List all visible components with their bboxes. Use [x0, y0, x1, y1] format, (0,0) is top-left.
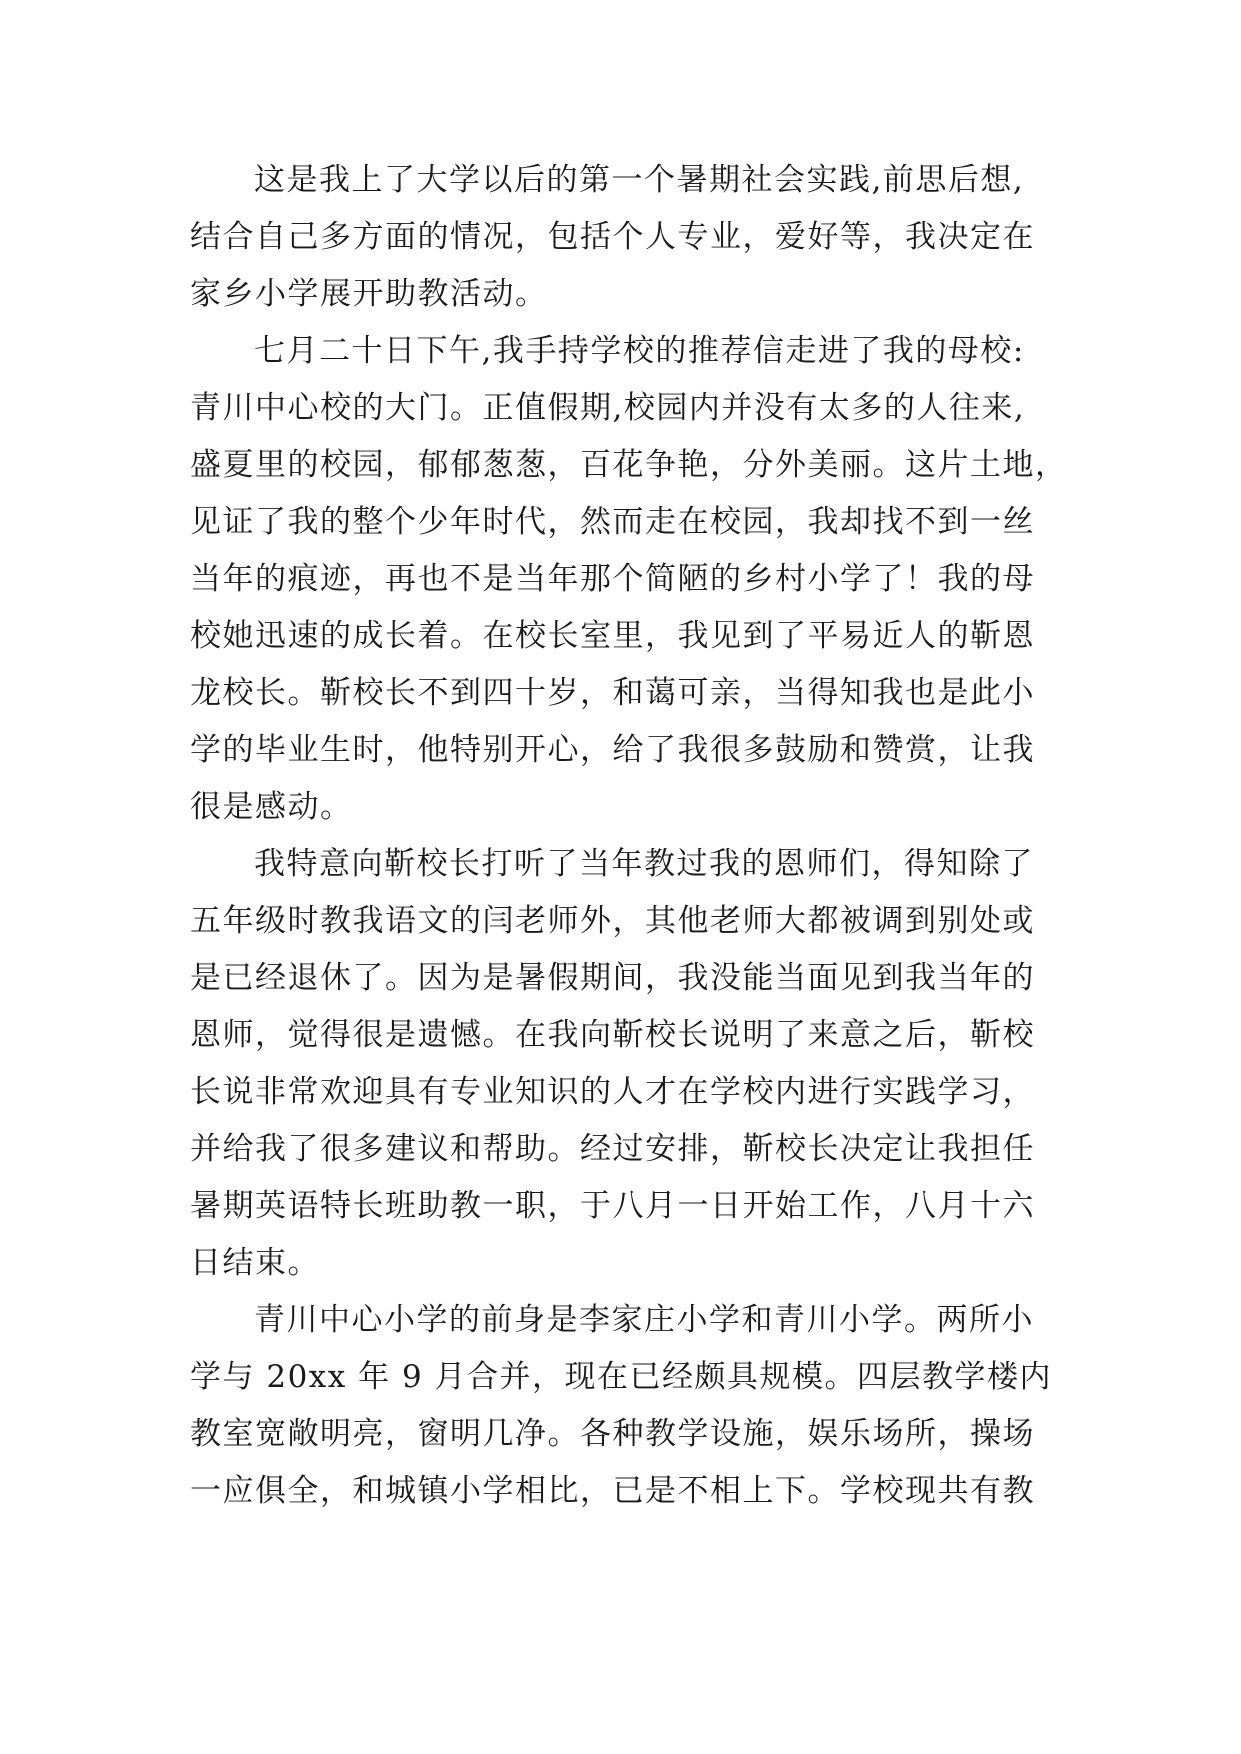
paragraph-1	[190, 152, 1050, 323]
text-line: 长说非常欢迎具有专业知识的人才在学校内进行实践学习，	[190, 1074, 1035, 1110]
text-line: 青川中心小学的前身是李家庄小学和青川小学。两所小	[254, 1302, 1034, 1338]
document-body	[190, 152, 1068, 1520]
text-line: 并给我了很多建议和帮助。经过安排，靳校长决定让我担任	[190, 1131, 1035, 1167]
text-line: 日结束。	[190, 1245, 320, 1281]
text-line: 见证了我的整个少年时代，然而走在校园，我却找不到一丝	[190, 504, 1035, 540]
text-line: 很是感动。	[190, 789, 353, 825]
text-line: 结合自己多方面的情况，包括个人专业，爱好等，我决定在	[190, 219, 1035, 255]
text-line: 盛夏里的校园，郁郁葱葱，百花争艳，分外美丽。这片土地，	[190, 447, 1068, 483]
text-line: 恩师，觉得很是遗憾。在我向靳校长说明了来意之后，靳校	[190, 1017, 1035, 1053]
text-line: 是已经退休了。因为是暑假期间，我没能当面见到我当年的	[190, 960, 1035, 996]
text-line: 暑期英语特长班助教一职，于八月一日开始工作，八月十六	[190, 1188, 1035, 1224]
text-line: 五年级时教我语文的闫老师外，其他老师大都被调到别处或	[190, 903, 1035, 939]
text-line: 当年的痕迹，再也不是当年那个简陋的乡村小学了！我的母	[190, 561, 1035, 597]
text-line: 家乡小学展开助教活动。	[190, 276, 548, 312]
paragraph-3	[190, 836, 1050, 1292]
text-line: 青川中心校的大门。正值假期,校园内并没有太多的人往来,	[190, 390, 1026, 426]
text-line: 龙校长。靳校长不到四十岁，和蔼可亲，当得知我也是此小	[190, 675, 1035, 711]
text-line: 教室宽敞明亮，窗明几净。各种教学设施，娱乐场所，操场	[190, 1416, 1035, 1452]
paragraph-4	[190, 1292, 1053, 1520]
text-line: 我特意向靳校长打听了当年教过我的恩师们，得知除了	[254, 846, 1034, 882]
text-line: 校她迅速的成长着。在校长室里，我见到了平易近人的靳恩	[190, 618, 1035, 654]
text-line: 学与 20xx 年 9 月合并，现在已经颇具规模。四层教学楼内	[190, 1359, 1053, 1395]
text-line: 学的毕业生时，他特别开心，给了我很多鼓励和赞赏，让我	[190, 732, 1035, 768]
text-line: 七月二十日下午,我手持学校的推荐信走进了我的母校:	[254, 333, 1025, 369]
text-line: 一应俱全，和城镇小学相比，已是不相上下。学校现共有教	[190, 1473, 1035, 1509]
text-line: 这是我上了大学以后的第一个暑期社会实践,前思后想,	[254, 162, 1025, 198]
paragraph-2	[190, 323, 1068, 836]
